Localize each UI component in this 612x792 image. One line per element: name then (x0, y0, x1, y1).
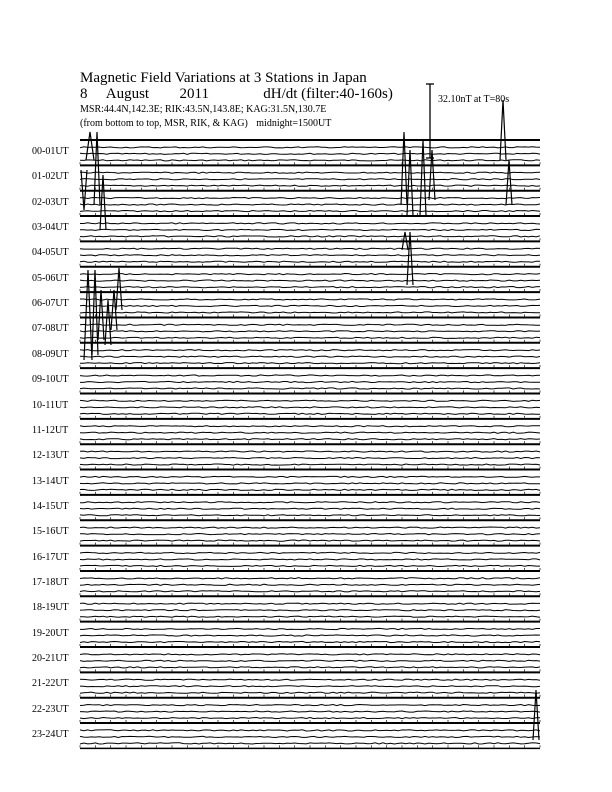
trace-rik (80, 559, 540, 560)
trace-kag (80, 198, 540, 199)
trace-rik (80, 280, 540, 281)
disturbance-spike (407, 232, 413, 285)
trace-kag (80, 527, 540, 528)
trace-msr (80, 464, 540, 465)
trace-kag (80, 502, 540, 503)
trace-kag (80, 400, 540, 401)
trace-kag (80, 147, 540, 148)
scale-bar-label: 32.10nT at T=80s (438, 94, 510, 105)
trace-kag (80, 324, 540, 325)
disturbance-spike (500, 100, 506, 160)
trace-msr (80, 211, 540, 212)
row-label: 18-19UT (32, 602, 69, 614)
trace-msr (80, 185, 540, 186)
trace-rik (80, 686, 540, 687)
trace-rik (80, 305, 540, 306)
trace-rik (80, 584, 540, 585)
trace-kag (80, 426, 540, 427)
trace-kag (80, 248, 540, 249)
row-label: 21-22UT (32, 678, 69, 690)
trace-kag (80, 375, 540, 376)
row-label: 07-08UT (32, 323, 69, 335)
trace-msr (80, 236, 540, 237)
trace-rik (80, 711, 540, 712)
trace-msr (80, 540, 540, 541)
row-label: 09-10UT (32, 374, 69, 386)
disturbance-spike (420, 140, 426, 215)
row-label: 02-03UT (32, 196, 69, 208)
trace-rik (80, 179, 540, 180)
disturbance-spike (86, 132, 94, 160)
trace-kag (80, 705, 540, 706)
trace-msr (80, 565, 540, 566)
row-label: 11-12UT (32, 424, 69, 436)
row-label: 12-13UT (32, 450, 69, 462)
date-day: 8 (80, 86, 88, 102)
trace-kag (80, 603, 540, 604)
trace-kag (80, 172, 540, 173)
trace-rik (80, 660, 540, 661)
trace-msr (80, 616, 540, 617)
row-label: 16-17UT (32, 551, 69, 563)
disturbance-spike (407, 150, 413, 215)
date-month: August (105, 86, 150, 102)
trace-kag (80, 274, 540, 275)
trace-kag (80, 476, 540, 477)
trace-rik (80, 458, 540, 459)
chart-title: Magnetic Field Variations at 3 Stations in Japan (80, 70, 367, 86)
trace-msr (80, 287, 540, 288)
date-year: 2011 (179, 86, 209, 102)
trace-rik (80, 229, 540, 230)
disturbance-spike (100, 175, 106, 230)
row-label: 06-07UT (32, 298, 69, 310)
row-label: 13-14UT (32, 475, 69, 487)
trace-kag (80, 628, 540, 629)
trace-msr (80, 667, 540, 668)
trace-kag (80, 578, 540, 579)
row-label: 08-09UT (32, 348, 69, 360)
row-label: 14-15UT (32, 500, 69, 512)
trace-msr (80, 591, 540, 592)
trace-rik (80, 255, 540, 256)
row-label: 10-11UT (32, 399, 69, 411)
trace-msr (80, 743, 540, 744)
trace-msr (80, 363, 540, 364)
disturbance-spike (98, 290, 104, 340)
trace-kag (80, 679, 540, 680)
disturbance-spike (401, 132, 407, 205)
row-label: 20-21UT (32, 653, 69, 664)
disturbance-spike (94, 132, 100, 205)
row-label: 19-20UT (32, 627, 69, 639)
trace-msr (80, 312, 540, 313)
trace-msr (80, 413, 540, 414)
trace-msr (80, 337, 540, 338)
trace-rik (80, 534, 540, 535)
row-label: 04-05UT (32, 247, 69, 259)
midnight-note: midnight=1500UT (256, 118, 332, 129)
trace-msr (80, 489, 540, 490)
trace-rik (80, 204, 540, 205)
trace-msr (80, 160, 540, 161)
trace-msr (80, 641, 540, 642)
trace-msr (80, 261, 540, 262)
trace-kag (80, 730, 540, 731)
disturbance-spike (116, 268, 122, 310)
row-label: 00-01UT (32, 146, 69, 157)
trace-kag (80, 223, 540, 224)
row-label: 03-04UT (32, 222, 69, 234)
trace-rik (80, 508, 540, 509)
trace-msr (80, 388, 540, 389)
row-label: 05-06UT (32, 272, 69, 284)
trace-rik (80, 635, 540, 636)
trace-msr (80, 439, 540, 440)
row-label: 22-23UT (32, 703, 69, 715)
trace-rik (80, 432, 540, 433)
trace-rik (80, 356, 540, 357)
order-note: (from bottom to top, MSR, RIK, & KAG) (80, 118, 248, 129)
row-label: 17-18UT (32, 576, 69, 588)
trace-rik (80, 736, 540, 737)
stations-info: MSR:44.4N,142.3E; RIK:43.5N,143.8E; KAG:31.5N,130.7E (80, 104, 327, 115)
trace-msr (80, 515, 540, 516)
row-label: 15-16UT (32, 526, 69, 538)
trace-rik (80, 610, 540, 611)
trace-msr (80, 692, 540, 693)
quantity-label: dH/dt (263, 86, 298, 102)
trace-msr (80, 718, 540, 719)
trace-kag (80, 552, 540, 553)
trace-kag (80, 350, 540, 351)
trace-rik (80, 407, 540, 408)
trace-rik (80, 153, 540, 154)
trace-kag (80, 299, 540, 300)
trace-rik (80, 381, 540, 382)
row-label: 23-24UT (32, 729, 69, 741)
trace-rik (80, 483, 540, 484)
trace-rik (80, 331, 540, 332)
row-label: 01-02UT (32, 171, 69, 183)
trace-kag (80, 654, 540, 655)
filter-label: (filter:40-160s) (301, 86, 393, 102)
trace-kag (80, 451, 540, 452)
disturbance-spike (84, 270, 92, 360)
